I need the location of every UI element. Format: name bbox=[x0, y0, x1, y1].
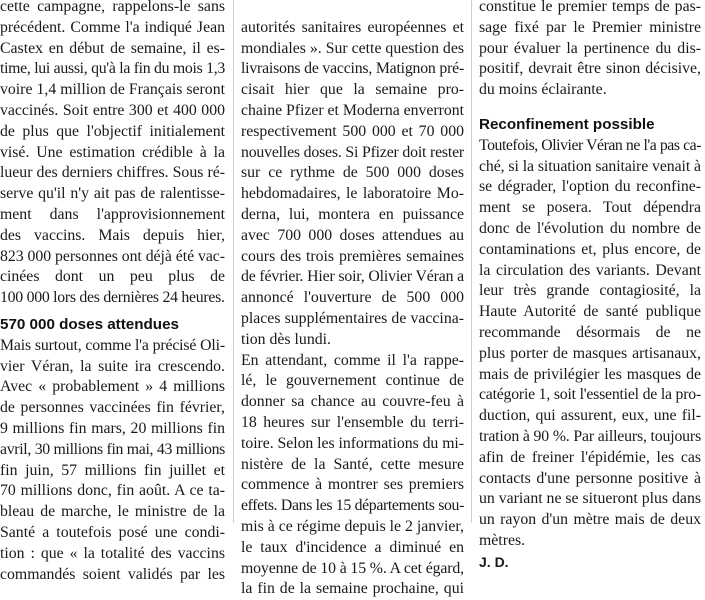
text-line: mais de privilégier les masques de bbox=[479, 365, 701, 383]
paragraph bbox=[241, 18, 464, 351]
paragraph bbox=[0, 336, 225, 586]
text-line: Toutefois, Olivier Véran ne l'a pas ca- bbox=[479, 136, 701, 154]
section-heading: 570 000 doses attendues bbox=[0, 315, 179, 333]
text-line: visé. Une estimation crédible à la bbox=[0, 143, 225, 161]
text-line: places supplémentaires de vaccina- bbox=[241, 309, 464, 327]
text-line: un variant ne se situeront plus dans bbox=[479, 490, 701, 508]
text-line: tration à 90 %. Par ailleurs, toujours bbox=[479, 427, 701, 445]
text-line: cette campagne, rappelons-le sans bbox=[0, 0, 225, 15]
text-line: recommande désormais de ne bbox=[479, 323, 701, 341]
author-signature: J. D. bbox=[479, 553, 509, 570]
text-line: cours des trois premières semaines bbox=[241, 247, 464, 265]
text-line: la circulation des variants. Devant bbox=[479, 261, 701, 279]
text-line: fin juin, 57 millions fin juillet et bbox=[0, 461, 225, 479]
text-line: plus porter de masques artisanaux, bbox=[479, 344, 701, 362]
text-line: positif, devrait être sinon décisive, bbox=[479, 60, 701, 78]
text-line: des vaccins. Mais depuis hier, bbox=[0, 226, 225, 244]
text-line: mondiales ». Sur cette question des bbox=[241, 39, 464, 57]
text-line: Haute Autorité de santé publique bbox=[479, 303, 701, 321]
text-line: 100 000 lors des dernières 24 heures. bbox=[0, 289, 225, 307]
text-line: moyenne de 10 à 15 %. A cet égard, bbox=[241, 559, 464, 577]
text-line: contaminations et, plus encore, de bbox=[479, 240, 701, 258]
text-line: afin de freiner l'épidémie, les cas bbox=[479, 448, 701, 466]
text-line: ché, si la situation sanitaire venait à bbox=[479, 157, 701, 175]
text-line: avec 700 000 doses attendues au bbox=[241, 226, 464, 244]
text-line: annoncé l'ouverture de 500 000 bbox=[241, 289, 464, 307]
section-heading: Reconfinement possible bbox=[479, 115, 655, 133]
text-line: En attendant, comme il l'a rappe- bbox=[241, 351, 464, 369]
article-column-1 bbox=[0, 0, 225, 585]
text-line: mis à ce régime depuis le 2 janvier, bbox=[241, 517, 465, 535]
column-rule bbox=[471, 0, 472, 523]
text-line: catégorie 1, soit l'essentiel de la pro- bbox=[479, 386, 701, 404]
text-line: cinées dont un peu plus de bbox=[0, 268, 225, 286]
text-line: lueur des derniers chiffres. Sous ré- bbox=[0, 164, 225, 182]
article-column-2 bbox=[241, 0, 464, 600]
text-line: cisait hier que la semaine pro- bbox=[241, 81, 464, 99]
text-line: toire. Selon les informations du mi- bbox=[241, 434, 464, 452]
text-line: autorités sanitaires européennes et bbox=[241, 18, 464, 36]
column-rule bbox=[233, 0, 234, 523]
text-line: Mais surtout, comme l'a précisé Oli- bbox=[0, 336, 225, 354]
text-line: ment dans l'approvisionnement bbox=[0, 205, 225, 223]
text-line: donner sa chance au couvre-feu à bbox=[241, 393, 464, 411]
text-line: se dégrader, l'option du reconfine- bbox=[479, 178, 701, 196]
paragraph bbox=[479, 136, 701, 552]
text-line: hebdomadaires, le laboratoire Mo- bbox=[241, 185, 464, 203]
text-line: de plus que l'objectif initialement bbox=[0, 122, 225, 140]
text-line: livraisons de vaccins, Matignon pré- bbox=[241, 60, 464, 78]
text-line: un rayon d'un mètre mais de deux bbox=[479, 511, 701, 529]
text-line: 9 millions fin mars, 20 millions fin bbox=[0, 419, 225, 437]
text-line: voire 1,4 million de Français seront bbox=[0, 81, 225, 99]
text-line: la fin de la semaine prochaine, qui bbox=[241, 580, 464, 598]
text-line: 823 000 personnes ont déjà été vac- bbox=[0, 247, 225, 265]
text-line: constitue le premier temps de pas- bbox=[479, 0, 701, 15]
text-line: respectivement 500 000 et 70 000 bbox=[241, 122, 464, 140]
text-line: donc de l'évolution du nombre de bbox=[479, 219, 701, 237]
article-column-3 bbox=[479, 0, 701, 573]
text-line: contacts d'une personne positive à bbox=[479, 469, 701, 487]
text-line: avril, 30 millions fin mai, 43 millions bbox=[0, 440, 225, 458]
text-line: chaine Pfizer et Moderna enverront bbox=[241, 101, 464, 119]
text-line: Santé a toutefois posé une condi- bbox=[0, 523, 225, 541]
text-line: mètres. bbox=[479, 531, 526, 549]
text-line: commence à montrer ses premiers bbox=[241, 476, 464, 494]
text-line: serve qu'il n'y ait pas de ralentisse- bbox=[0, 185, 225, 203]
text-line: du moins éclairante. bbox=[479, 81, 607, 99]
text-line: nouvelles doses. Si Pfizer doit rester bbox=[241, 143, 464, 161]
text-line: time, lui aussi, qu'à la fin du mois 1,3 bbox=[0, 60, 225, 78]
text-line: sage fixé par le Premier ministre bbox=[479, 18, 701, 36]
text-line: 18 heures sur l'ensemble du terri- bbox=[241, 413, 464, 431]
text-line: bleau de marche, le ministre de la bbox=[0, 503, 225, 521]
text-line: de février. Hier soir, Olivier Véran a bbox=[241, 268, 464, 286]
text-line: effets. Dans les 15 départements sou- bbox=[241, 497, 464, 515]
text-line: 70 millions donc, fin août. A ce ta- bbox=[0, 482, 225, 500]
paragraph bbox=[0, 0, 225, 309]
paragraph bbox=[479, 0, 701, 101]
text-line: tion dès lundi. bbox=[241, 330, 331, 348]
text-line: le taux d'incidence a diminué en bbox=[241, 538, 464, 556]
text-line: duction, qui assurent, eux, une fil- bbox=[479, 407, 701, 425]
text-line: ment se posera. Tout dépendra bbox=[479, 199, 701, 217]
text-line: derna, lui, montera en puissance bbox=[241, 205, 464, 223]
text-line: vier Véran, la suite ira crescendo. bbox=[0, 357, 225, 375]
text-line: leur très grande contagiosité, la bbox=[479, 282, 701, 300]
text-line: vaccinés. Soit entre 300 et 400 000 bbox=[0, 101, 225, 119]
text-line: pour évaluer la pertinence du dis- bbox=[479, 39, 701, 57]
text-line: Castex en début de semaine, il es- bbox=[0, 39, 225, 57]
text-line: commandés soient validés par les bbox=[0, 565, 225, 583]
text-line: Avec « probablement » 4 millions bbox=[0, 378, 225, 396]
text-line: nistère de la Santé, cette mesure bbox=[241, 455, 464, 473]
text-line: tion : que « la totalité des vaccins bbox=[0, 544, 225, 562]
paragraph bbox=[241, 351, 464, 600]
text-line: précédent. Comme l'a indiqué Jean bbox=[0, 18, 225, 36]
text-line: de personnes vaccinées fin février, bbox=[0, 399, 225, 417]
text-line: lé, le gouvernement continue de bbox=[241, 372, 464, 390]
text-line: sur ce rythme de 500 000 doses bbox=[241, 164, 464, 182]
